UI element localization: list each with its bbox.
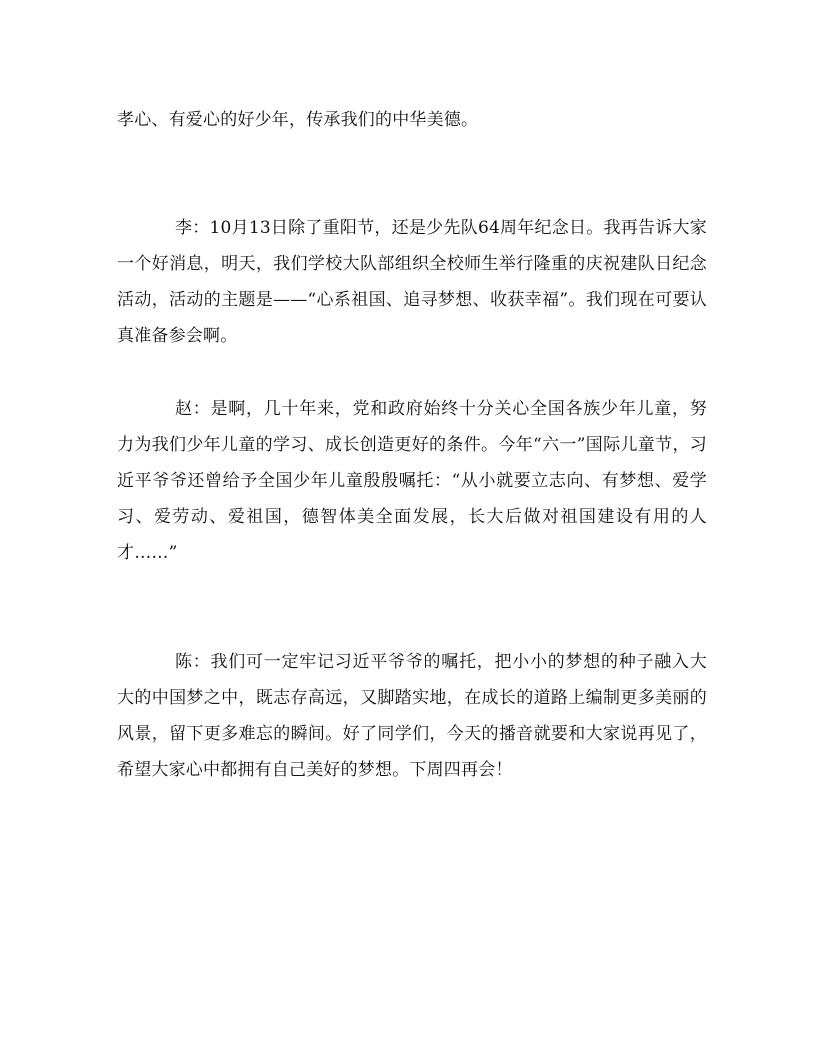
paragraph-continuation <box>117 102 707 138</box>
paragraph-li <box>117 210 707 354</box>
paragraph-text-0: 孝心、有爱心的好少年，传承我们的中华美德。 <box>117 110 479 130</box>
paragraph-text-3: 陈：我们可一定牢记习近平爷爷的嘱托，把小小的梦想的种子融入大大的中国梦之中，既志存高远，又脚踏实地，在成长的道路上编制更多美丽的风景，留下更多难忘的瞬间。好了同学们，今天的播音就要和大家说再见了，希望大家心中都拥有自己美好的梦想。下周四再会！ <box>117 652 707 780</box>
paragraph-chen <box>117 644 707 788</box>
paragraph-text-1: 李：10月13日除了重阳节，还是少先队64周年纪念日。我再告诉大家一个好消息，明天，我们学校大队部组织全校师生举行隆重的庆祝建队日纪念活动，活动的主题是——“心系祖国、追寻梦想、收获幸福”。我们现在可要认真准备参会啊。 <box>117 218 707 346</box>
paragraph-zhao <box>117 391 707 571</box>
paragraph-text-2: 赵：是啊，几十年来，党和政府始终十分关心全国各族少年儿童，努力为我们少年儿童的学习、成长创造更好的条件。今年“六一”国际儿童节，习近平爷爷还曾给予全国少年儿童殷殷嘱托：“从小就要立志向、有梦想、爱学习、爱劳动、爱祖国，德智体美全面发展，长大后做对祖国建设有用的人才……” <box>117 399 707 563</box>
